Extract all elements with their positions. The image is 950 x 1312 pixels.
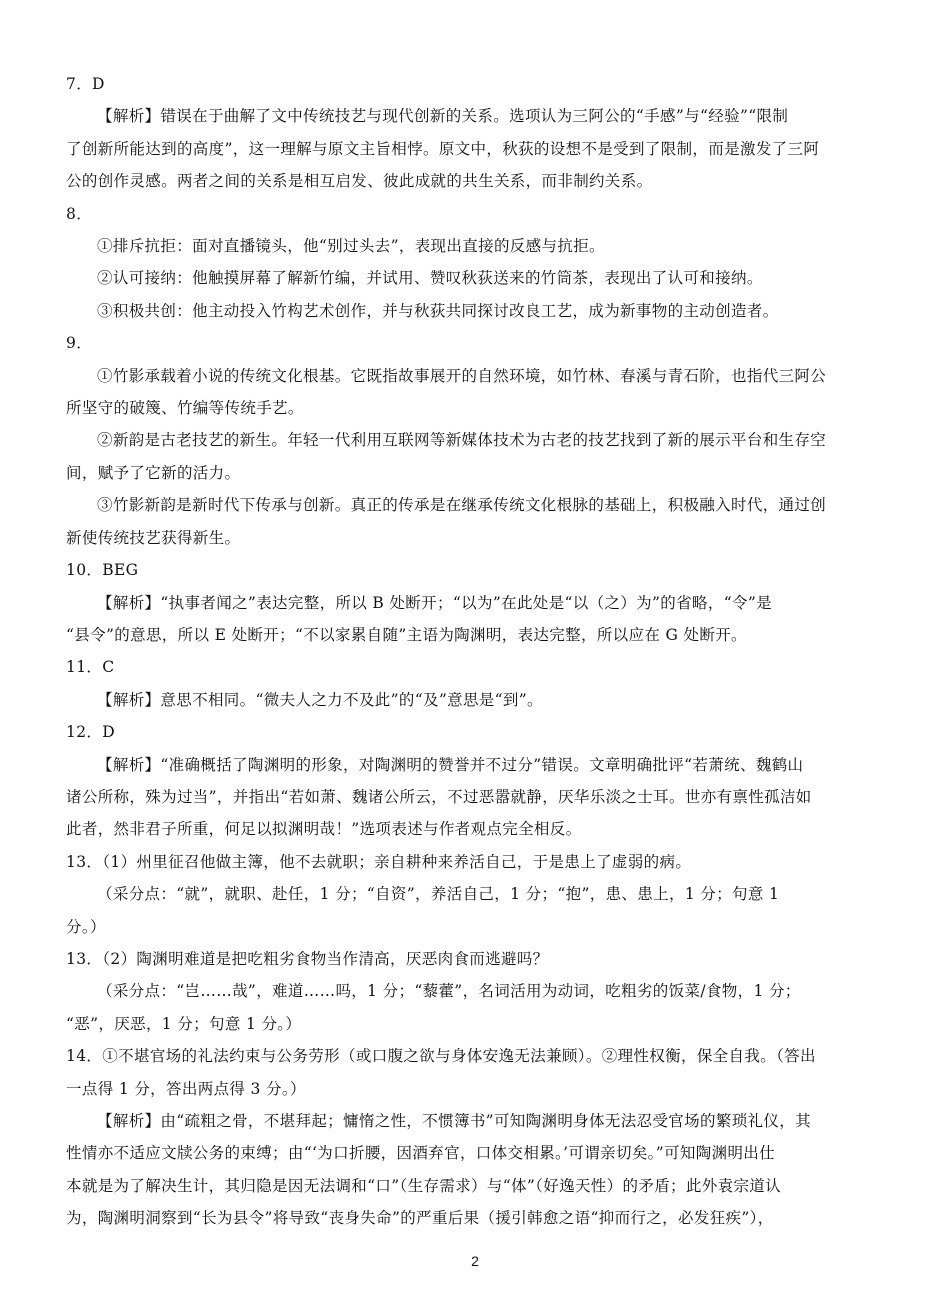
- text-line: ③竹影新韵是新时代下传承与创新。真正的传承是在继承传统文化根脉的基础上，积极融入时代，通过创: [97, 496, 827, 515]
- text-line: 【解析】由“疏粗之骨，不堪拜起；慵惰之性，不惯簿书”可知陶渊明身体无法忍受官场的繁琐礼仪，其: [97, 1112, 811, 1130]
- text-line: 【解析】错误在于曲解了文中传统技艺与现代创新的关系。选项认为三阿公的“手感”与“经验”“限制: [97, 107, 789, 126]
- text-line: ②认可接纳：他触摸屏幕了解新竹编，并试用、赞叹秋荻送来的竹筒茶，表现出了认可和接纳。: [97, 269, 763, 288]
- text-line: （采分点：“就”，就职、赴任，1 分；“自资”，养活自己，1 分；“抱”，患、患上，1 分；句意 1: [97, 885, 780, 904]
- text-line: ②新韵是古老技艺的新生。年轻一代利用互联网等新媒体技术为古老的技艺找到了新的展示平台和生存空: [97, 431, 827, 450]
- text-line: 【解析】“准确概括了陶渊明的形象，对陶渊明的赞誉并不过分”错误。文章明确批评“若萧统、魏鹤山: [97, 755, 804, 774]
- text-line: 间，赋予了它新的活力。: [66, 463, 241, 482]
- text-line: 13．（1）州里征召他做主簿，他不去就职；亲自耕种来养活自己，于是患上了虚弱的病。: [66, 852, 692, 871]
- text-line: 所坚守的破篾、竹编等传统手艺。: [66, 399, 304, 418]
- page-number: 2: [471, 1253, 479, 1269]
- text-line: 此者，然非君子所重，何足以拟渊明哉！”选项表述与作者观点完全相反。: [66, 820, 582, 839]
- text-line: 为，陶渊明洞察到“长为县令”将导致“丧身失命”的严重后果（援引韩愈之语“抑而行之，必发狂疾”），: [66, 1209, 774, 1228]
- text-line: 新使传统技艺获得新生。: [66, 528, 241, 547]
- text-line: （采分点：“岂……哉”，难道……吗，1 分；“藜藿”，名词活用为动词，吃粗劣的饭菜/食物，1 分；: [97, 982, 801, 1001]
- text-line: 【解析】意思不相同。“微夫人之力不及此”的“及”意思是“到”。: [97, 690, 543, 709]
- text-line: 11．C: [66, 658, 115, 677]
- text-line: 诸公所称，殊为过当”，并指出“若如萧、魏诸公所云，不过恶嚣就静，厌华乐淡之士耳。世亦有禀性孤洁如: [66, 787, 812, 806]
- text-line: ①竹影承载着小说的传统文化根基。它既指故事展开的自然环境，如竹林、春溪与青石阶，也指代三阿公: [97, 366, 827, 385]
- text-line: 7．D: [66, 75, 105, 93]
- text-line: 了创新所能达到的高度”，这一理解与原文主旨相悖。原文中，秋荻的设想不是受到了限制，而是激发了三阿: [66, 139, 820, 158]
- text-line: 14．①不堪官场的礼法约束与公务劳形（或口腹之欲与身体安逸无法兼顾）。②理性权衡，保全自我。（答出: [66, 1047, 816, 1066]
- text-line: 一点得 1 分，答出两点得 3 分。）: [66, 1079, 306, 1098]
- text-line: 本就是为了解决生计，其归隐是因无法调和“口”（生存需求）与“体”（好逸天性）的矛盾；此外袁宗道认: [66, 1176, 781, 1195]
- text-line: 分。）: [66, 917, 106, 936]
- text-line: 8．: [66, 204, 93, 223]
- text-line: 10．BEG: [66, 561, 139, 580]
- text-line: 性情亦不适应文牍公务的束缚；由“‘为口折腰，因酒弃官，口体交相累。’可谓亲切矣。”可知陶渊明出仕: [66, 1144, 776, 1163]
- text-line: 9．: [66, 334, 93, 353]
- text-line: ①排斥抗拒：面对直播镜头，他“别过头去”，表现出直接的反感与抗拒。: [97, 237, 605, 256]
- text-line: 13．（2）陶渊明难道是把吃粗劣食物当作清高，厌恶肉食而逃避吗？: [66, 949, 549, 968]
- text-line: “恶”，厌恶，1 分；句意 1 分。）: [66, 1014, 302, 1033]
- text-line: 公的创作灵感。两者之间的关系是相互启发、彼此成就的共生关系，而非制约关系。: [66, 172, 653, 191]
- text-line: 【解析】“执事者闻之”表达完整，所以 B 处断开；“以为”在此处是“以（之）为”的省略，“令”是: [97, 593, 772, 612]
- text-line: ③积极共创：他主动投入竹构艺术创作，并与秋荻共同探讨改良工艺，成为新事物的主动创造者。: [97, 301, 779, 320]
- text-line: 12．D: [66, 723, 116, 742]
- text-line: “县令”的意思，所以 E 处断开；“不以家累自随”主语为陶渊明，表达完整，所以应在 G 处断开。: [66, 625, 747, 644]
